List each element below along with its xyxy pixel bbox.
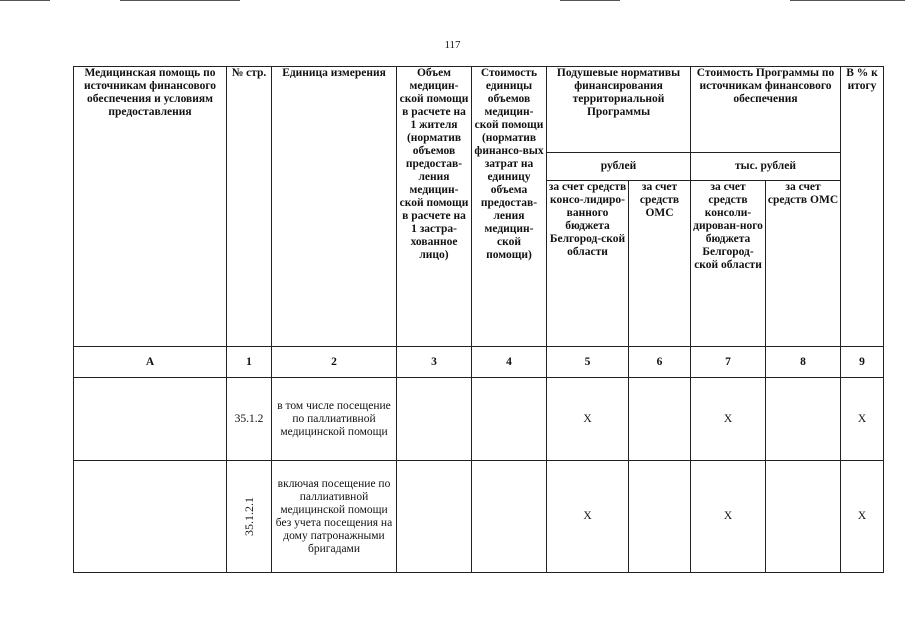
column-number: 8 <box>766 347 841 378</box>
header-program-cost-group: Стоимость Программы по источникам финансового обеспечения <box>691 67 841 153</box>
top-edge-line <box>560 0 620 1</box>
header-col-6: за счет средств ОМС <box>629 181 691 347</box>
table-row <box>74 461 884 573</box>
table-row <box>74 378 884 461</box>
cell-col-6 <box>629 378 691 461</box>
row-label-empty <box>74 461 227 573</box>
line-number-vertical: 35.1.2.1 <box>241 496 256 536</box>
column-number: 5 <box>547 347 629 378</box>
cell-col-3 <box>397 461 472 573</box>
row-label-empty <box>74 378 227 461</box>
column-number: 3 <box>397 347 472 378</box>
cell-col-4 <box>472 378 547 461</box>
cell-col-7: Х <box>691 378 766 461</box>
column-number: 9 <box>841 347 884 378</box>
header-col-3: Объем медицин-ской помощи в расчете на 1 жителя (норматив объемов предостав-ления медицин-ской помощи в расчете на 1 застра-хованное лицо) <box>397 67 472 347</box>
header-per-capita-group: Подушевые нормативы финансирования территориальной Программы <box>547 67 691 153</box>
header-col-2: Единица измерения <box>272 67 397 347</box>
cell-col-8 <box>766 461 841 573</box>
cell-col-5: Х <box>547 378 629 461</box>
line-number: 35.1.2 <box>227 378 272 461</box>
unit-rubles: рублей <box>547 153 691 181</box>
header-col-7: за счет средств консоли-дирован-ного бюджета Белгород-ской области <box>691 181 766 347</box>
top-edge-line <box>790 0 905 1</box>
cell-col-6 <box>629 461 691 573</box>
unit-thousand-rubles: тыс. рублей <box>691 153 841 181</box>
cell-col-7: Х <box>691 461 766 573</box>
column-number: 4 <box>472 347 547 378</box>
column-number: А <box>74 347 227 378</box>
cell-col-9: Х <box>841 378 884 461</box>
line-number-cell <box>227 461 272 573</box>
row-description: включая посещение по паллиативной медицинской помощи без учета посещения на дому патронажными бригадами <box>272 461 397 573</box>
column-number-row <box>74 347 884 378</box>
column-number: 2 <box>272 347 397 378</box>
column-number: 6 <box>629 347 691 378</box>
header-col-a: Медицинская помощь по источникам финансового обеспечения и условиям предоставления <box>74 67 227 347</box>
top-edge-line <box>120 0 240 1</box>
cell-col-4 <box>472 461 547 573</box>
header-col-4: Стоимость единицы объемов медицин-ской помощи (норматив финансо-вых затрат на единицу объема предостав-ления медицин-ской помощи) <box>472 67 547 347</box>
cell-col-5: Х <box>547 461 629 573</box>
cell-col-9: Х <box>841 461 884 573</box>
cell-col-3 <box>397 378 472 461</box>
header-col-1: № стр. <box>227 67 272 347</box>
column-number: 7 <box>691 347 766 378</box>
column-number: 1 <box>227 347 272 378</box>
program-cost-table <box>73 66 884 573</box>
top-edge-line <box>0 0 50 1</box>
header-col-5: за счет средств консо-лидиро-ванного бюджета Белгород-ской области <box>547 181 629 347</box>
row-description: в том числе посещение по паллиативной медицинской помощи <box>272 378 397 461</box>
header-col-8: за счет средств ОМС <box>766 181 841 347</box>
header-col-9: В % к итогу <box>841 67 884 347</box>
cell-col-8 <box>766 378 841 461</box>
page-number: 117 <box>444 39 461 51</box>
